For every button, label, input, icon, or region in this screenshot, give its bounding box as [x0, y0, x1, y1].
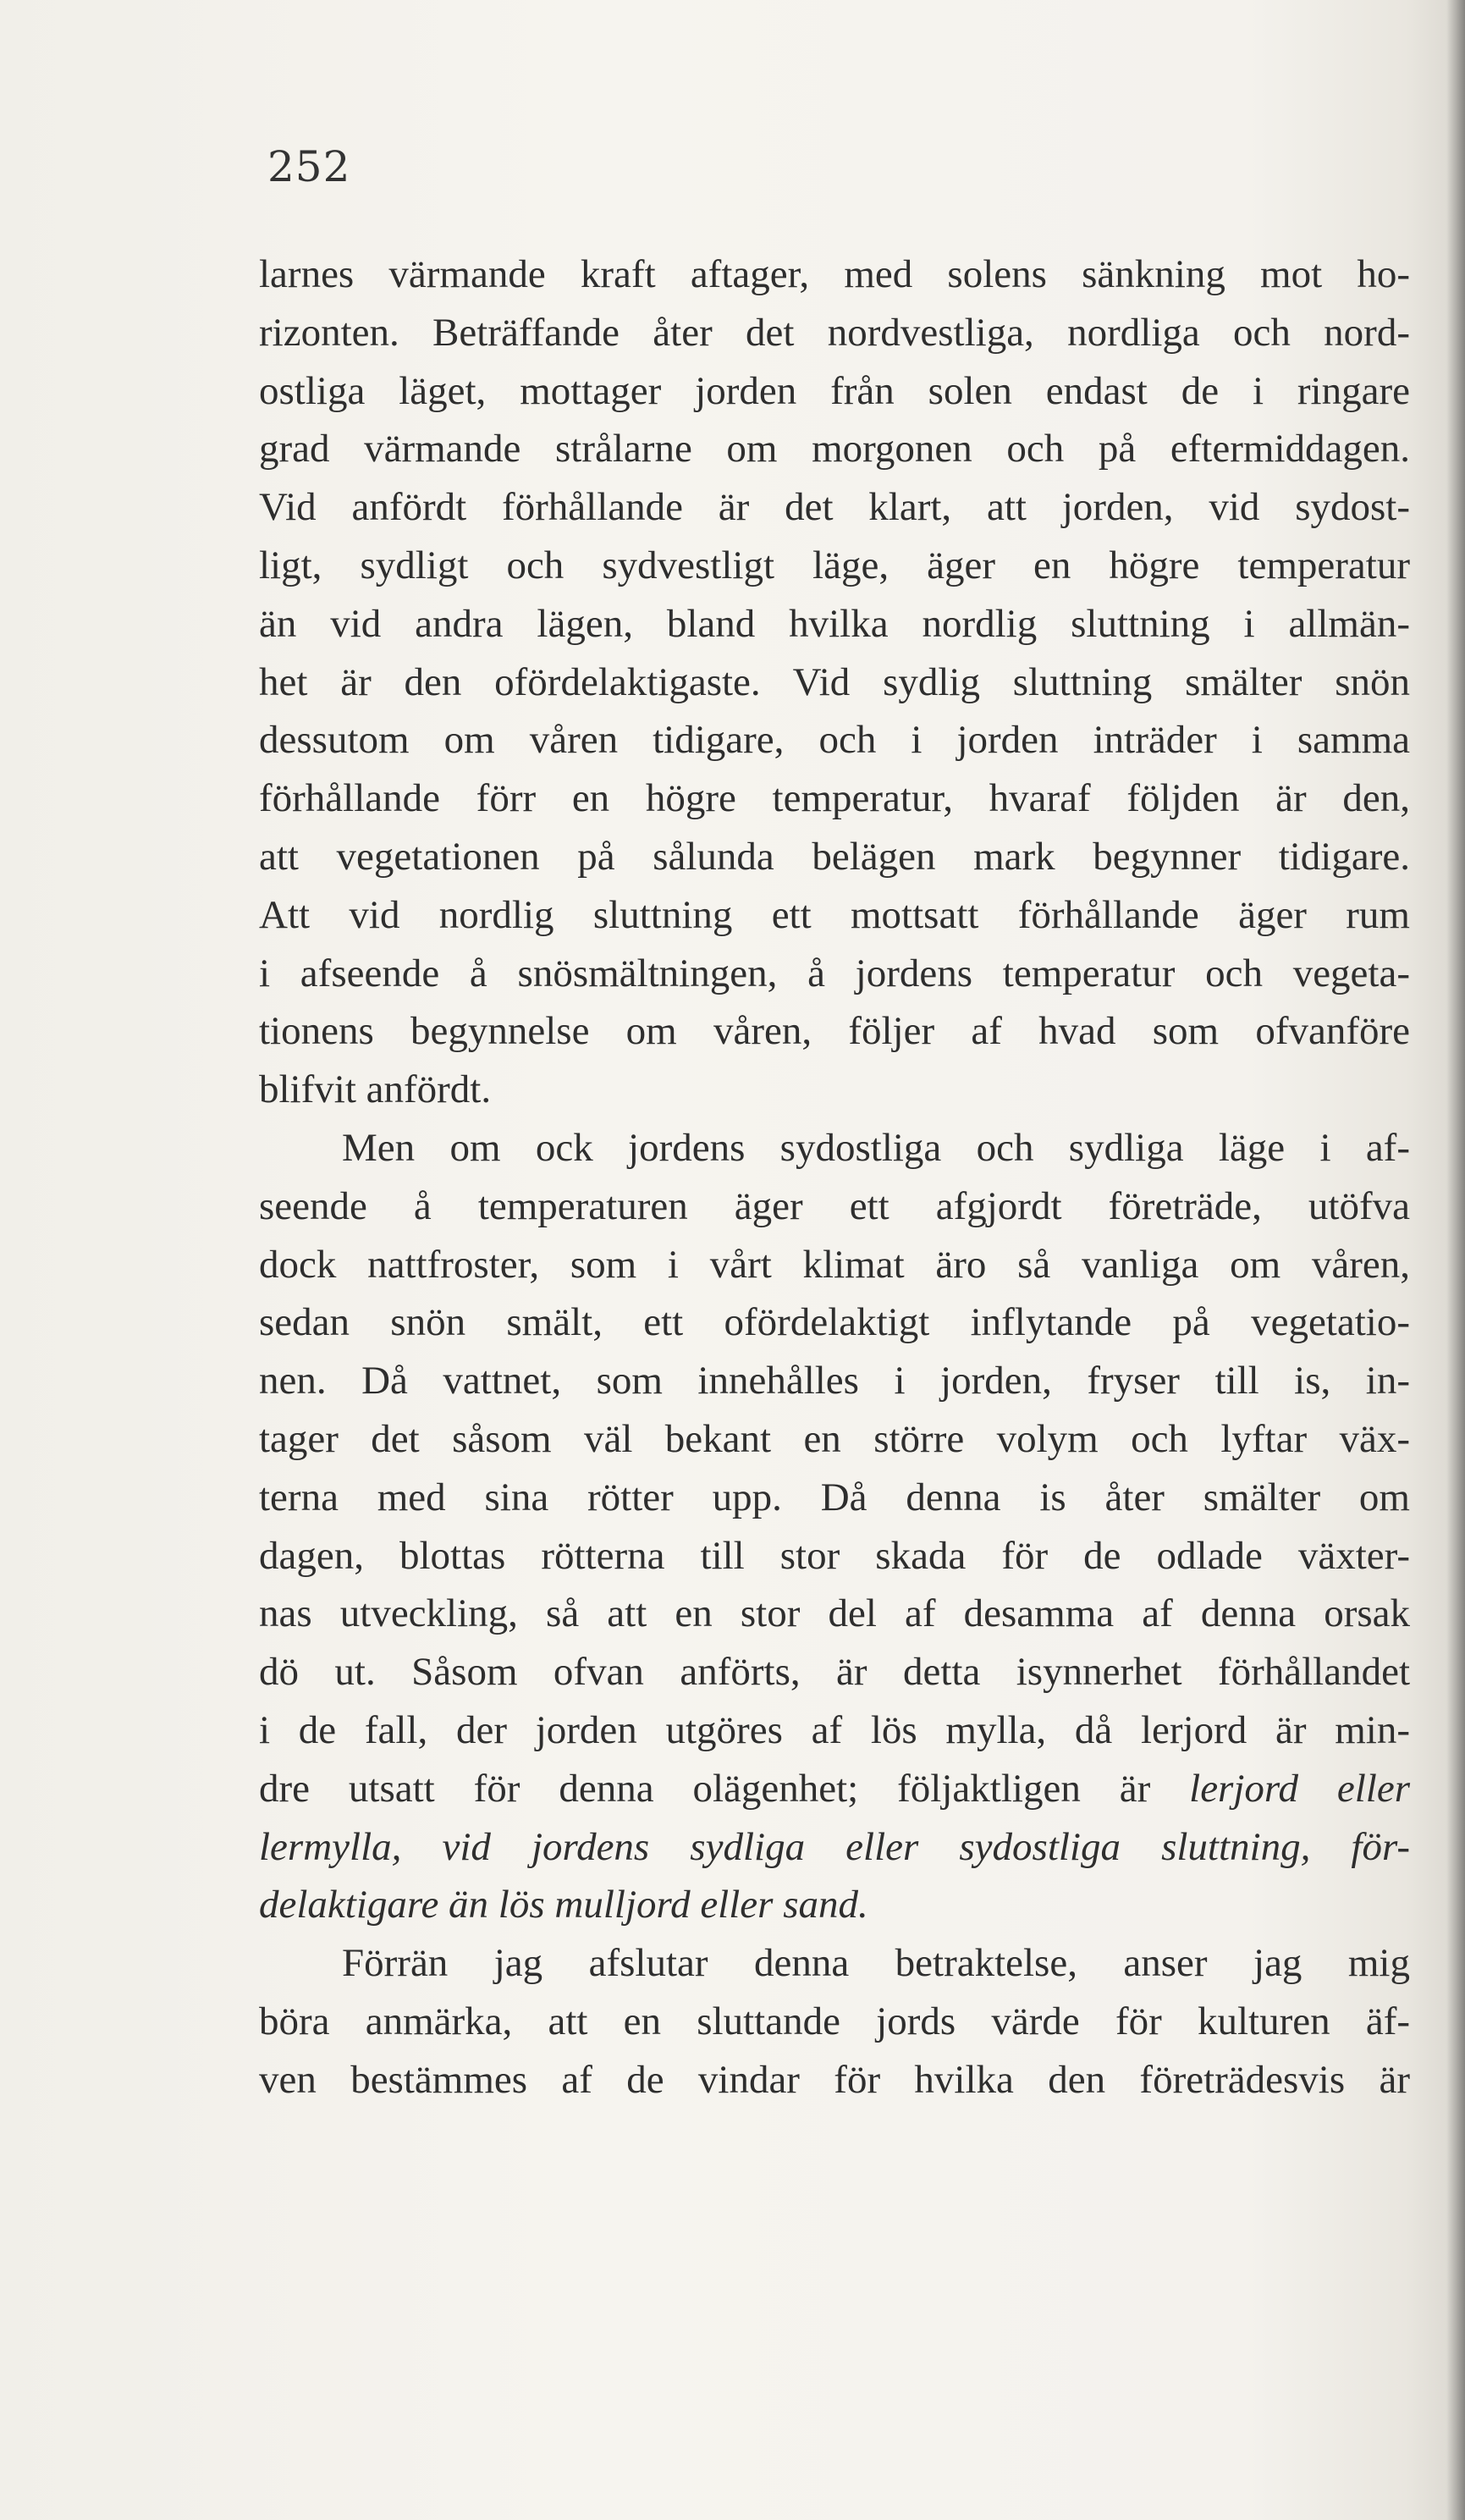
text-line: förhållande förr en högre temperatur, hvaraf följden är den,	[259, 776, 1410, 821]
text-line: tionens begynnelse om våren, följer af hvad som ofvanföre	[259, 1009, 1410, 1054]
text-line: ostliga läget, mottager jorden från solen endast de i ringare	[259, 368, 1410, 413]
text-line: tager det såsom väl bekant en större volym och lyftar väx-	[259, 1416, 1410, 1461]
text-line: seende å temperaturen äger ett afgjordt företräde, utöfva	[259, 1183, 1410, 1228]
text-line: än vid andra lägen, bland hvilka nordlig sluttning i allmän-	[259, 601, 1410, 646]
text-line: att vegetationen på sålunda belägen mark begynner tidigare.	[259, 834, 1410, 879]
text-line-with-italic	[259, 1760, 1410, 1818]
text-line: Vid anfördt förhållande är det klart, att jorden, vid sydost-	[259, 485, 1410, 530]
text-line: Förrän jag afslutar denna betraktelse, anser jag mig	[342, 1941, 1410, 1986]
text-line: dö ut. Såsom ofvan anförts, är detta isynnerhet förhållandet	[259, 1650, 1410, 1695]
text-line: blifvit anfördt.	[259, 1067, 492, 1112]
text-line: nen. Då vattnet, som innehålles i jorden, fryser till is, in-	[259, 1359, 1410, 1403]
text-line: sedan snön smält, ett ofördelaktigt inflytande på vegetatio-	[259, 1300, 1410, 1345]
text-line: terna med sina rötter upp. Då denna is åter smälter om	[259, 1475, 1410, 1519]
text-line: i afseende å snösmältningen, å jordens temperatur och vegeta-	[259, 951, 1410, 995]
text-line: dagen, blottas rötterna till stor skada för de odlade växter-	[259, 1533, 1410, 1578]
body-text	[259, 245, 1410, 2109]
text-line: Men om ock jordens sydostliga och sydliga läge i af-	[342, 1125, 1410, 1170]
page-number: 252	[267, 142, 351, 191]
text-line: dessutom om våren tidigare, och i jorden inträder i samma	[259, 718, 1410, 763]
text-line: lermylla, vid jordens sydliga eller sydostliga sluttning, för-	[259, 1824, 1410, 1869]
page-edge-shadow	[1446, 0, 1465, 2520]
italic-phrase: lerjord eller	[1189, 1766, 1410, 1811]
text-line: rizonten. Beträffande åter det nordvestliga, nordliga och nord-	[259, 310, 1410, 355]
text-line: larnes värmande kraft aftager, med solens sänkning mot ho-	[259, 252, 1410, 296]
text-line: Att vid nordlig sluttning ett mottsatt förhållande äger rum	[259, 892, 1410, 937]
text-line: ligt, sydligt och sydvestligt läge, äger en högre temperatur	[259, 543, 1410, 587]
text-line: grad värmande strålarne om morgonen och på eftermiddagen.	[259, 427, 1410, 471]
text-line: delaktigare än lös mulljord eller sand.	[259, 1883, 868, 1927]
text-line: nas utveckling, så att en stor del af desamma af denna orsak	[259, 1591, 1410, 1636]
text-line: het är den ofördelaktigaste. Vid sydlig sluttning smälter snön	[259, 659, 1410, 704]
text-line-roman-part: dre utsatt för denna olägenhet; följaktligen är	[259, 1766, 1151, 1811]
text-line: dock nattfroster, som i vårt klimat äro så vanliga om våren,	[259, 1242, 1410, 1287]
text-line: i de fall, der jorden utgöres af lös mylla, då lerjord är min-	[259, 1707, 1410, 1752]
text-line: ven bestämmes af de vindar för hvilka den företrädesvis är	[259, 2057, 1410, 2102]
text-line: böra anmärka, att en sluttande jords värde för kulturen äf-	[259, 1999, 1410, 2043]
